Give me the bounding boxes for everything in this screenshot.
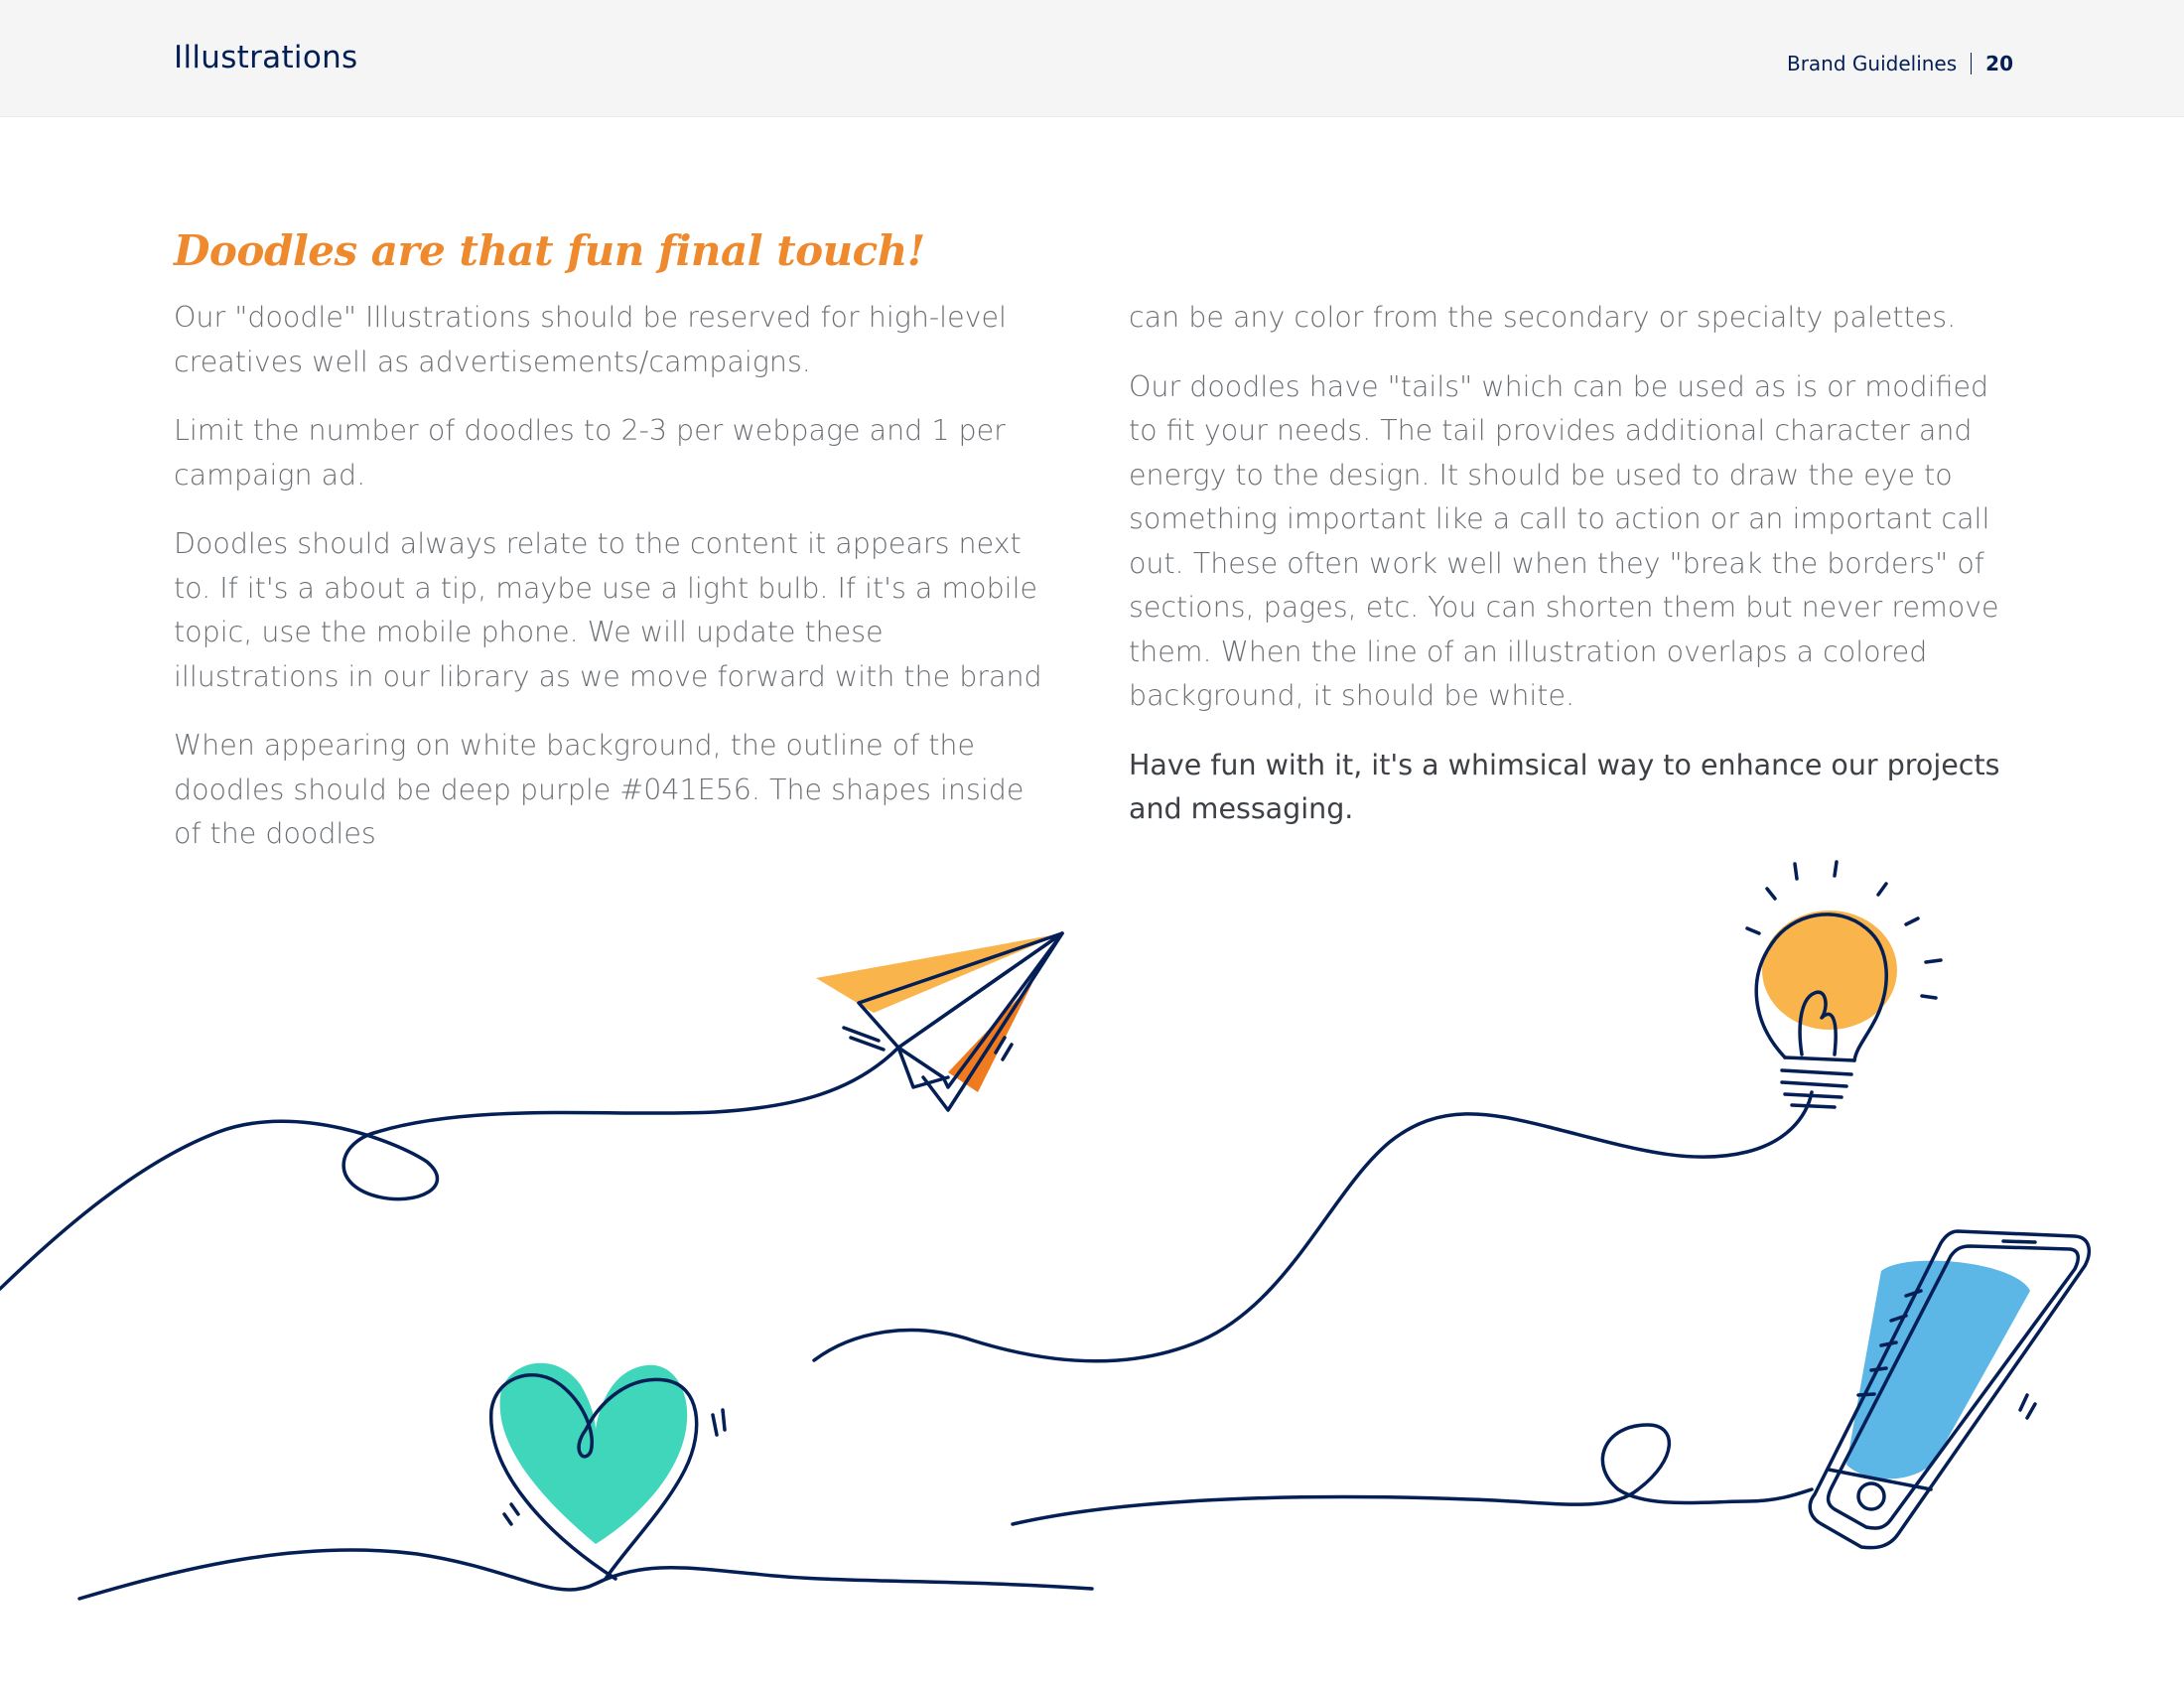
paper-plane-icon (816, 933, 1062, 1110)
paragraph: Our "doodle" Illustrations should be reserved for high-level creatives well as advertisements/campaigns. (174, 301, 1007, 378)
paragraph: Our doodles have "tails" which can be used as is or modified to fit your needs. The tail provides additional character and energy to the design. It should be used to draw the eye to something important like a call to action or an important call out. These often work well when they "break the borders" of sections, pages, etc. You can shorten them but never remove them. When the line of an illustration overlaps a colored background, it should be white. (1129, 369, 1999, 712)
paragraph: When appearing on white background, the outline of the doodles should be deep purple #041E56. The shapes inside of the doodles (174, 729, 1024, 850)
paragraph: Limit the number of doodles to 2-3 per webpage and 1 per campaign ad. (174, 414, 1006, 492)
light-bulb-tail (814, 1092, 1812, 1361)
headline: Doodles are that fun final touch! (174, 226, 925, 275)
document-name: Brand Guidelines (1786, 52, 1958, 75)
paragraph: Doodles should always relate to the content it appears next to. If it's a about a tip, maybe use a light bulb. If it's a mobile topic, use the mobile phone. We will update these illustrations in our library as we move forward with the brand (174, 527, 1042, 693)
paper-plane-tail (0, 1048, 898, 1289)
paragraph: can be any color from the secondary or specialty palettes. (1129, 301, 1957, 334)
closing-statement: Have fun with it, it's a whimsical way to enhance our projects and messaging. (1129, 748, 2000, 825)
page-number: 20 (1985, 52, 2013, 75)
phone-tail (1013, 1425, 1812, 1524)
mobile-phone-icon (1810, 1231, 2089, 1548)
light-bulb-icon (1747, 862, 1941, 1107)
section-title: Illustrations (174, 40, 358, 75)
heart-icon (491, 1363, 725, 1579)
